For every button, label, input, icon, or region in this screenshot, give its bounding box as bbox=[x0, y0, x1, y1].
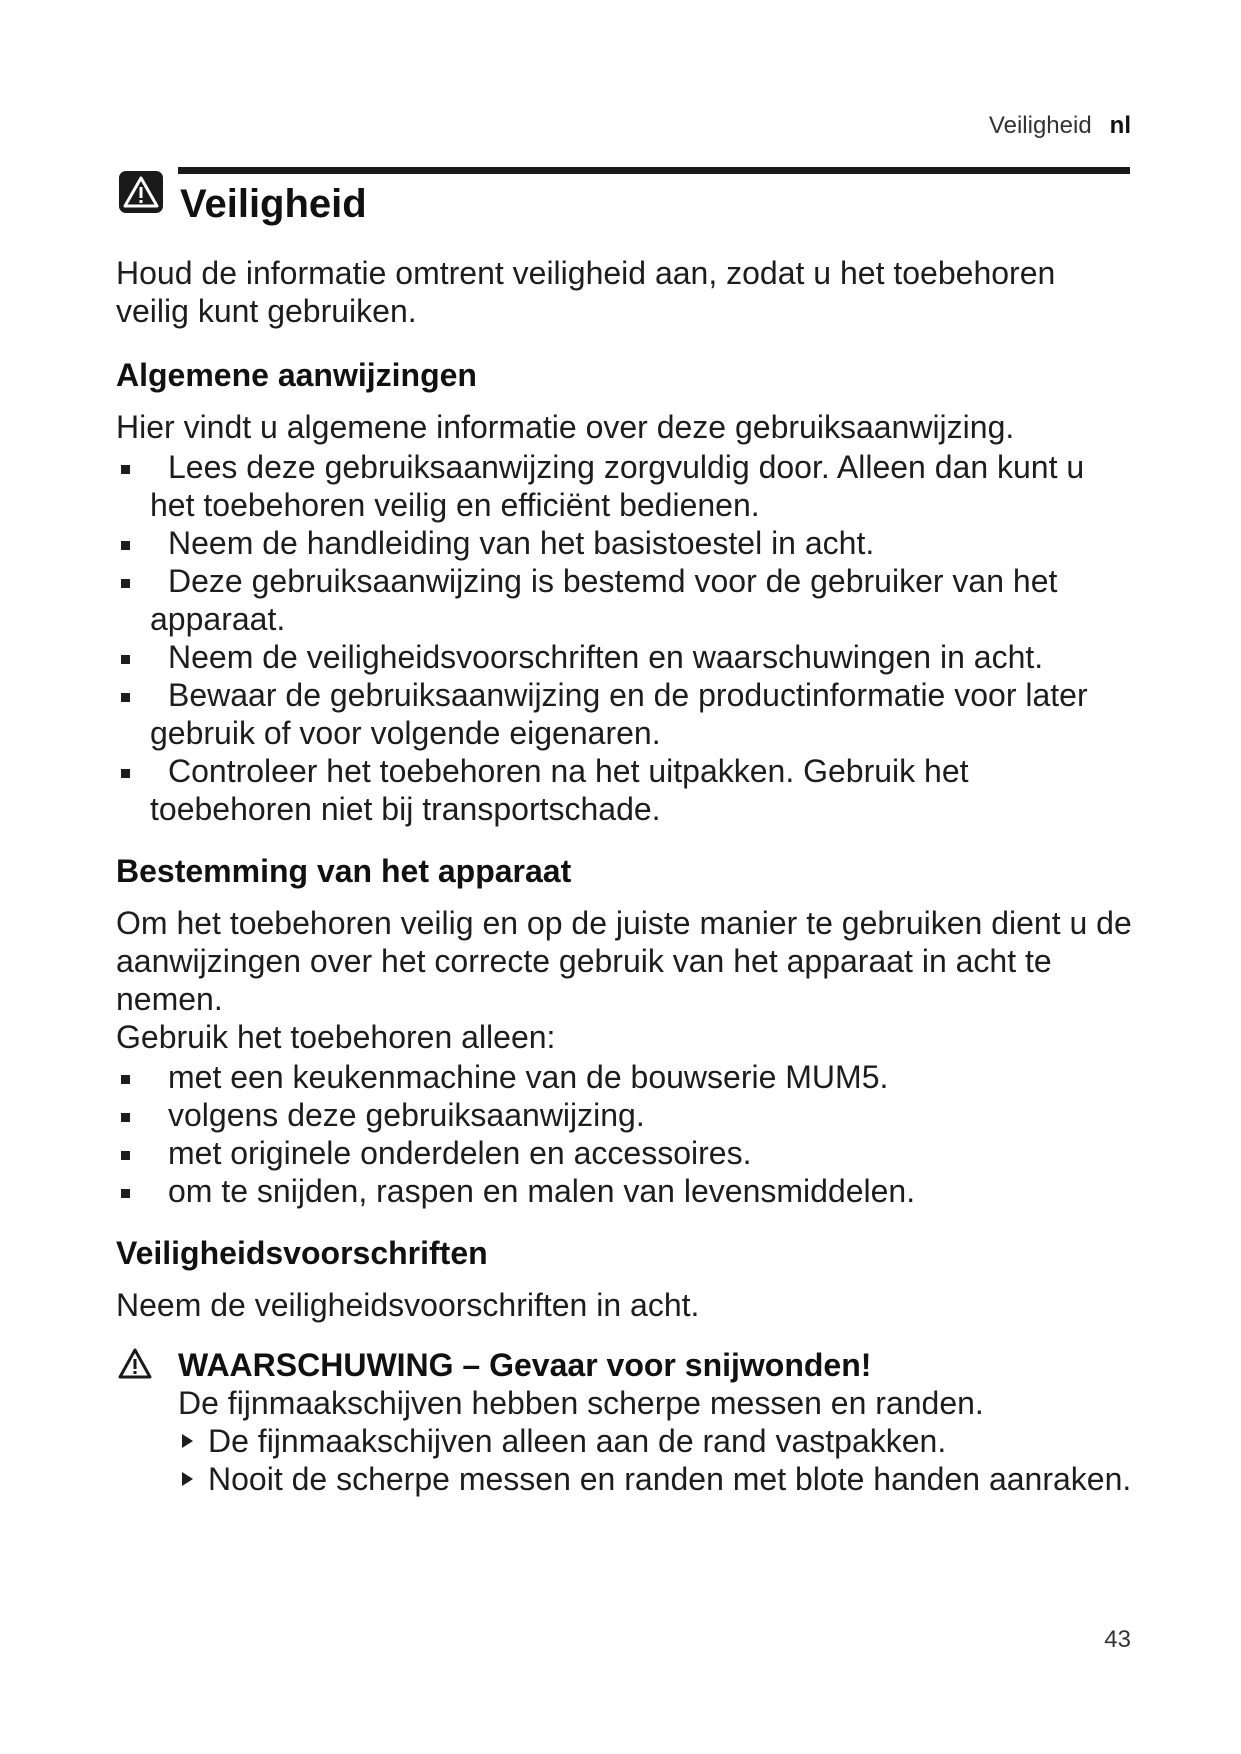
list-item: Bewaar de gebruiksaanwijzing en de productinformatie voor later gebruik of voor volgende eigenaren. bbox=[116, 676, 1136, 752]
main-content bbox=[116, 254, 1136, 1498]
warning-triangle-icon bbox=[118, 1348, 152, 1380]
warning-step: Nooit de scherpe messen en randen met blote handen aanraken. bbox=[178, 1460, 1136, 1498]
running-header-language: nl bbox=[1109, 112, 1131, 139]
general-lead: Hier vindt u algemene informatie over deze gebruiksaanwijzing. bbox=[116, 409, 1015, 445]
purpose-list bbox=[116, 1058, 1136, 1210]
list-item: volgens deze gebruiksaanwijzing. bbox=[116, 1096, 1136, 1134]
running-header-section: Veiligheid bbox=[988, 112, 1092, 139]
warning-step: De fijnmaakschijven alleen aan de rand vastpakken. bbox=[178, 1422, 1136, 1460]
list-item: Controleer het toebehoren na het uitpakken. Gebruik het toebehoren niet bij transportschade. bbox=[116, 752, 1136, 828]
running-header bbox=[989, 112, 1131, 140]
section-heading-general: Algemene aanwijzingen bbox=[116, 357, 477, 393]
warning-text: De fijnmaakschijven hebben scherpe messen en randen. bbox=[178, 1385, 984, 1421]
list-item: Lees deze gebruiksaanwijzing zorgvuldig door. Alleen dan kunt u het toebehoren veilig en efficiënt bedienen. bbox=[116, 448, 1136, 524]
section-heading-purpose: Bestemming van het apparaat bbox=[116, 853, 572, 889]
purpose-lead: Gebruik het toebehoren alleen: bbox=[116, 1019, 556, 1055]
list-item: met een keukenmachine van de bouwserie MUM5. bbox=[116, 1058, 1136, 1096]
list-item: Neem de handleiding van het basistoestel in acht. bbox=[116, 524, 1136, 562]
safety-text: Neem de veiligheidsvoorschriften in acht. bbox=[116, 1287, 700, 1323]
page-title: Veiligheid bbox=[180, 182, 367, 226]
warning-block bbox=[116, 1346, 1136, 1498]
warning-title: WAARSCHUWING – Gevaar voor snijwonden! bbox=[178, 1347, 872, 1383]
purpose-text: Om het toebehoren veilig en op de juiste manier te gebruiken dient u de aanwijzingen over het correcte gebruik van het apparaat in acht te nemen. bbox=[116, 905, 1132, 1017]
general-list bbox=[116, 448, 1136, 828]
list-item: om te snijden, raspen en malen van levensmiddelen. bbox=[116, 1172, 1136, 1210]
title-rule bbox=[178, 167, 1130, 174]
list-item: met originele onderdelen en accessoires. bbox=[116, 1134, 1136, 1172]
section-heading-safety: Veiligheidsvoorschriften bbox=[116, 1235, 488, 1271]
list-item: Deze gebruiksaanwijzing is bestemd voor de gebruiker van het apparaat. bbox=[116, 562, 1136, 638]
intro-text: Houd de informatie omtrent veiligheid aan, zodat u het toebehoren veilig kunt gebruiken. bbox=[116, 255, 1056, 329]
warning-triangle-box-icon bbox=[118, 170, 164, 214]
page-number: 43 bbox=[1104, 1626, 1131, 1653]
list-item: Neem de veiligheidsvoorschriften en waarschuwingen in acht. bbox=[116, 638, 1136, 676]
warning-steps bbox=[178, 1422, 1136, 1498]
